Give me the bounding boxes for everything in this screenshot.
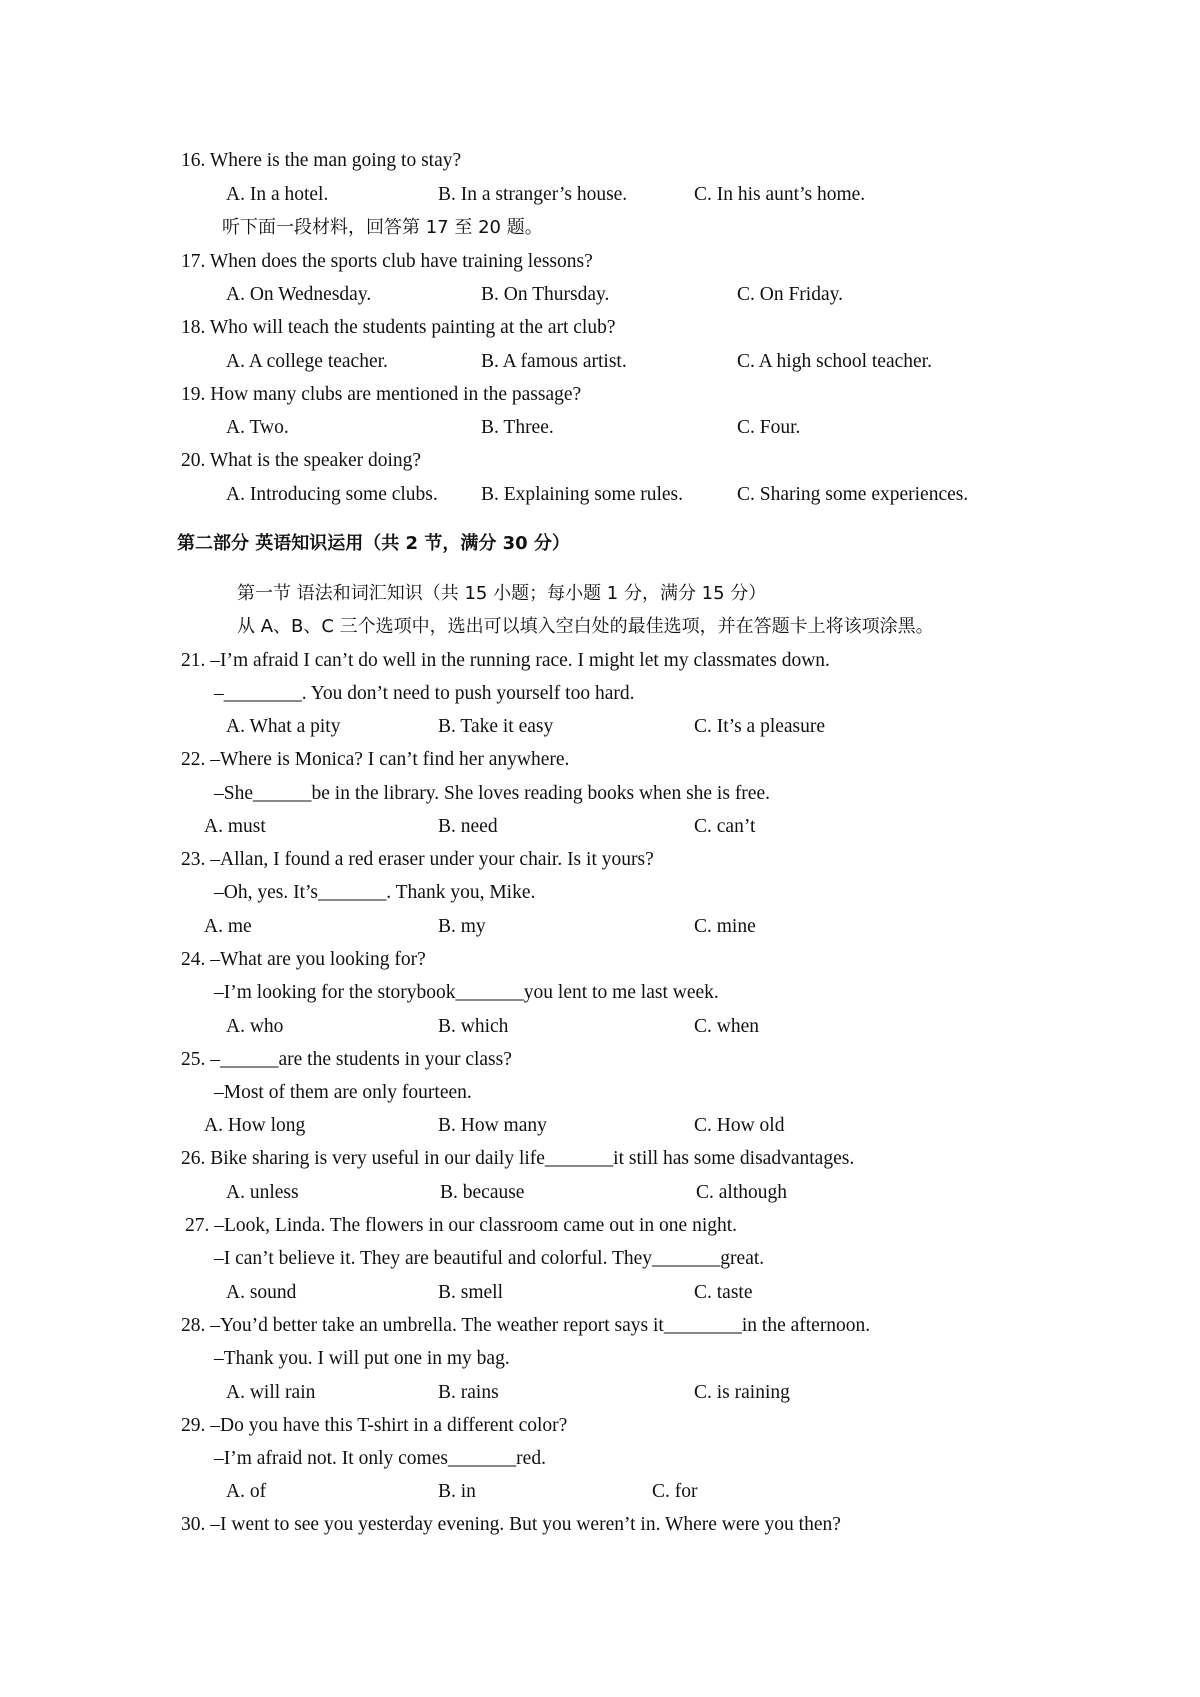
question-27-line-1: 27. –Look, Linda. The flowers in our classroom came out in one night. bbox=[185, 1215, 738, 1236]
question-22-option-a: A. must bbox=[204, 816, 266, 837]
question-28-line-1: 28. –You’d better take an umbrella. The weather report says it________in the afternoon. bbox=[181, 1315, 871, 1336]
question-23-line-1: 23. –Allan, I found a red eraser under your chair. Is it yours? bbox=[181, 849, 654, 870]
question-21-option-c: C. It’s a pleasure bbox=[694, 716, 826, 737]
question-24-option-a: A. who bbox=[226, 1016, 284, 1037]
question-25-option-a: A. How long bbox=[204, 1115, 306, 1136]
question-18-option-c: C. A high school teacher. bbox=[737, 351, 932, 372]
question-21-line-2: –________. You don’t need to push yourself too hard. bbox=[214, 683, 635, 704]
question-24-line-1: 24. –What are you looking for? bbox=[181, 949, 426, 970]
question-19-option-a: A. Two. bbox=[226, 417, 289, 438]
question-29-option-b: B. in bbox=[438, 1481, 476, 1502]
question-17-option-b: B. On Thursday. bbox=[481, 284, 610, 305]
question-16-option-a: A. In a hotel. bbox=[226, 184, 329, 205]
question-24-option-b: B. which bbox=[438, 1016, 509, 1037]
question-22-option-c: C. can’t bbox=[694, 816, 756, 837]
question-18-option-b: B. A famous artist. bbox=[481, 351, 627, 372]
question-17-option-a: A. On Wednesday. bbox=[226, 284, 372, 305]
question-22-option-b: B. need bbox=[438, 816, 498, 837]
question-22-line-1: 22. –Where is Monica? I can’t find her anywhere. bbox=[181, 749, 570, 770]
question-29-line-1: 29. –Do you have this T-shirt in a different color? bbox=[181, 1415, 568, 1436]
question-20-stem: 20. What is the speaker doing? bbox=[181, 450, 422, 471]
question-28-option-a: A. will rain bbox=[226, 1382, 316, 1403]
question-27-option-c: C. taste bbox=[694, 1282, 753, 1303]
question-23-option-b: B. my bbox=[438, 916, 486, 937]
question-23-line-2: –Oh, yes. It’s_______. Thank you, Mike. bbox=[214, 882, 536, 903]
question-26-option-a: A. unless bbox=[226, 1182, 299, 1203]
question-24-option-c: C. when bbox=[694, 1016, 759, 1037]
question-29-option-a: A. of bbox=[226, 1481, 267, 1502]
question-30-line-1: 30. –I went to see you yesterday evening. But you weren’t in. Where were you then? bbox=[181, 1514, 841, 1535]
question-28-line-2: –Thank you. I will put one in my bag. bbox=[214, 1348, 510, 1369]
question-20-option-b: B. Explaining some rules. bbox=[481, 484, 684, 505]
question-20-option-a: A. Introducing some clubs. bbox=[226, 484, 438, 505]
question-18-stem: 18. Who will teach the students painting at the art club? bbox=[181, 317, 616, 338]
question-26-option-b: B. because bbox=[440, 1182, 525, 1203]
question-23-option-a: A. me bbox=[204, 916, 252, 937]
question-27-option-b: B. smell bbox=[438, 1282, 504, 1303]
listening-instruction-17-20: 听下面一段材料，回答第 17 至 20 题。 bbox=[222, 217, 543, 238]
question-21-option-a: A. What a pity bbox=[226, 716, 341, 737]
question-16-option-b: B. In a stranger’s house. bbox=[438, 184, 628, 205]
question-25-option-c: C. How old bbox=[694, 1115, 785, 1136]
question-26-line-1: 26. Bike sharing is very useful in our daily life_______it still has some disadvantages. bbox=[181, 1148, 855, 1169]
question-19-option-c: C. Four. bbox=[737, 417, 801, 438]
question-26-option-c: C. although bbox=[696, 1182, 787, 1203]
question-19-stem: 19. How many clubs are mentioned in the passage? bbox=[181, 384, 582, 405]
question-17-stem: 17. When does the sports club have training lessons? bbox=[181, 251, 593, 272]
question-19-option-b: B. Three. bbox=[481, 417, 554, 438]
question-25-line-1: 25. –______are the students in your class? bbox=[181, 1049, 512, 1070]
section-1-instruction: 从 A、B、C 三个选项中，选出可以填入空白处的最佳选项，并在答题卡上将该项涂黑。 bbox=[237, 616, 934, 637]
question-22-line-2: –She______be in the library. She loves reading books when she is free. bbox=[214, 783, 770, 804]
question-21-line-1: 21. –I’m afraid I can’t do well in the running race. I might let my classmates down. bbox=[181, 650, 830, 671]
question-28-option-b: B. rains bbox=[438, 1382, 499, 1403]
question-28-option-c: C. is raining bbox=[694, 1382, 790, 1403]
question-16-stem: 16. Where is the man going to stay? bbox=[181, 150, 462, 171]
question-29-line-2: –I’m afraid not. It only comes_______red. bbox=[214, 1448, 546, 1469]
question-21-option-b: B. Take it easy bbox=[438, 716, 554, 737]
question-27-option-a: A. sound bbox=[226, 1282, 297, 1303]
part-2-title: 第二部分 英语知识运用（共 2 节，满分 30 分） bbox=[177, 533, 570, 554]
question-20-option-c: C. Sharing some experiences. bbox=[737, 484, 969, 505]
question-25-option-b: B. How many bbox=[438, 1115, 547, 1136]
question-23-option-c: C. mine bbox=[694, 916, 756, 937]
question-25-line-2: –Most of them are only fourteen. bbox=[214, 1082, 472, 1103]
question-16-option-c: C. In his aunt’s home. bbox=[694, 184, 866, 205]
section-1-title: 第一节 语法和词汇知识（共 15 小题；每小题 1 分，满分 15 分） bbox=[237, 583, 767, 604]
question-29-option-c: C. for bbox=[652, 1481, 698, 1502]
question-18-option-a: A. A college teacher. bbox=[226, 351, 388, 372]
question-17-option-c: C. On Friday. bbox=[737, 284, 843, 305]
question-24-line-2: –I’m looking for the storybook_______you lent to me last week. bbox=[214, 982, 719, 1003]
question-27-line-2: –I can’t believe it. They are beautiful and colorful. They_______great. bbox=[214, 1248, 765, 1269]
